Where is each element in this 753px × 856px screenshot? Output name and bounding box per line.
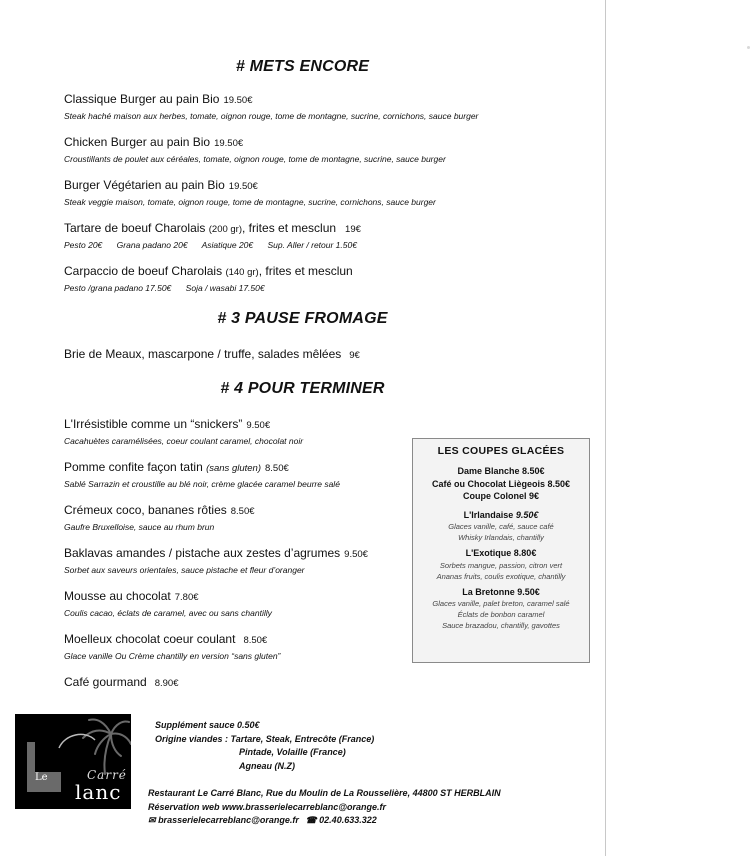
coupe-desc: Ananas fruits, coulis exotique, chantilly <box>436 571 566 581</box>
item-price: 8.50€ <box>265 463 289 474</box>
item-desc: Steak veggie maison, tomate, oignon rouge, tome de montagne, sucrine, cornichons, sauce burger <box>64 197 436 207</box>
coupe-line: L'Exotique 8.80€ <box>465 548 537 558</box>
item-price: 19.50€ <box>214 138 244 149</box>
item-name: Burger Végétarien au pain Bio <box>64 178 225 192</box>
coupe-desc: Glaces vanille, café, sauce café <box>448 522 554 531</box>
item-price: 7.80€ <box>174 592 199 603</box>
item-note: (sans gluten) <box>206 463 261 474</box>
item-desc: Croustillants de poulet aux céréales, tomate, oignon rouge, tome de montagne, sucrine, sauce burger <box>64 154 446 164</box>
item-price: 8.50€ <box>243 635 268 646</box>
coupe-desc: Glaces vanille, palet breton, caramel salé <box>432 599 570 608</box>
phone-icon: ☎ <box>305 815 317 825</box>
item-weight: (200 gr) <box>208 224 243 235</box>
envelope-icon: ✉ <box>148 815 156 825</box>
menu-item <box>64 135 584 165</box>
phone-number[interactable]: 02.40.633.322 <box>319 815 377 825</box>
section-title-pour-terminer: # 4 POUR TERMINER <box>220 380 385 397</box>
item-desc: Sablé Sarrazin et croustille au blé noir, crème glacée caramel beurre salé <box>64 479 340 489</box>
reservation-label: Réservation web <box>148 801 223 812</box>
coupe-desc: Sorbets mangue, passion, citron vert <box>439 560 563 570</box>
item-price: 9.50€ <box>344 549 368 560</box>
footer-info <box>155 719 374 773</box>
coupe-price: 9.50€ <box>515 509 539 520</box>
origine-line: Tartare, Steak, Entrecôte (France) <box>230 733 375 744</box>
item-desc: Glace vanille Ou Crème chantilly en version “sans gluten” <box>64 651 281 661</box>
item-weight: (140 gr) <box>225 267 259 278</box>
item-price: 9.50€ <box>246 420 271 431</box>
item-desc: Coulis cacao, éclats de caramel, avec ou sans chantilly <box>64 608 272 618</box>
item-name: Pomme confite façon tatin <box>64 460 207 474</box>
option: Pesto 20€ <box>64 240 103 250</box>
item-price: 8.50€ <box>230 506 255 517</box>
item-name: Mousse au chocolat <box>64 589 171 603</box>
restaurant-logo <box>15 714 131 809</box>
coupe-line: La Bretonne 9.50€ <box>462 586 540 597</box>
option: Sup. Aller / retour 1.50€ <box>267 240 357 250</box>
logo-text-carre: Carré <box>87 768 127 782</box>
coupe-line: Dame Blanche 8.50€ <box>457 466 545 476</box>
item-name: Chicken Burger au pain Bio <box>64 135 211 149</box>
item-price: 8.90€ <box>154 678 179 689</box>
email-link[interactable]: brasserielecarreblanc@orange.fr <box>158 815 299 825</box>
coupes-glacees-box <box>412 438 590 663</box>
item-desc: Sorbet aux saveurs orientales, sauce pistache et fleur d’oranger <box>64 565 305 575</box>
item-price: 19.50€ <box>223 95 253 106</box>
option: Soja / wasabi 17.50€ <box>185 283 265 293</box>
item-name: Crémeux coco, bananes rôties <box>64 503 227 517</box>
coupe-line: Coupe Colonel 9€ <box>462 491 539 501</box>
section-title-pause-fromage: # 3 PAUSE FROMAGE <box>217 310 388 327</box>
coupe-desc: Whisky Irlandais, chantilly <box>458 533 544 542</box>
stray-dot <box>747 46 750 49</box>
item-name: Carpaccio de boeuf Charolais <box>64 264 226 278</box>
menu-item <box>64 178 584 208</box>
item-price: 19€ <box>345 224 361 235</box>
item-name: Café gourmand <box>64 675 147 689</box>
logo-text-blanc: lanc <box>75 780 122 804</box>
logo-text-le: Le <box>35 772 48 783</box>
section-title-mets-encore: # METS ENCORE <box>235 58 370 75</box>
coupe-desc: Éclats de bonbon caramel <box>457 610 545 619</box>
item-name: Tartare de boeuf Charolais <box>64 221 209 235</box>
item-name: Moelleux chocolat coeur coulant <box>64 632 236 646</box>
coupe-desc: Sauce brazadou, chantilly, gavottes <box>442 621 560 630</box>
reservation-link[interactable]: www.brasserielecarreblanc@orange.fr <box>222 801 387 812</box>
item-name: Brie de Meaux, mascarpone / truffe, salades mêlées <box>64 347 342 361</box>
item-name: Baklavas amandes / pistache aux zestes d’agrumes <box>64 546 341 560</box>
option: Asiatique 20€ <box>201 240 254 250</box>
item-desc: Cacahuètes caramélisées, coeur coulant caramel, chocolat noir <box>64 436 304 446</box>
address: Restaurant Le Carré Blanc, Rue du Moulin de La Rousselière, 44800 ST HERBLAIN <box>148 788 501 798</box>
item-name-suffix: , frites et mesclun <box>242 221 337 235</box>
menu-item-tartare <box>64 221 584 251</box>
dessert-item <box>64 675 584 691</box>
option: Pesto /grana padano 17.50€ <box>64 283 172 293</box>
coupes-title: LES COUPES GLACÉES <box>437 445 565 457</box>
coupe-line: Café ou Chocolat Liègeois 8.50€ <box>431 478 571 489</box>
item-name-suffix: , frites et mesclun <box>258 264 353 278</box>
item-name: Classique Burger au pain Bio <box>64 92 220 106</box>
menu-item <box>64 92 584 122</box>
item-desc: Steak haché maison aux herbes, tomate, oignon rouge, tome de montagne, sucrine, cornichons, sauce burger <box>64 111 479 121</box>
menu-item-carpaccio <box>64 264 584 294</box>
coupe-name: L'Irlandaise <box>463 509 516 520</box>
item-price: 9€ <box>349 350 360 361</box>
origine-line: Pintade, Volaille (France) <box>239 747 346 757</box>
option: Grana padano 20€ <box>116 240 188 250</box>
restaurant-address-block <box>148 787 501 828</box>
item-name: L'Irrésistible comme un “snickers” <box>64 417 243 431</box>
item-price: 19.50€ <box>228 181 258 192</box>
origine-label: Origine viandes : <box>155 733 231 744</box>
supplement-text: Supplément sauce 0.50€ <box>155 720 260 730</box>
menu-item-fromage <box>64 347 584 363</box>
origine-line: Agneau (N.Z) <box>239 760 295 771</box>
item-desc: Gaufre Bruxelloise, sauce au rhum brun <box>64 522 215 532</box>
